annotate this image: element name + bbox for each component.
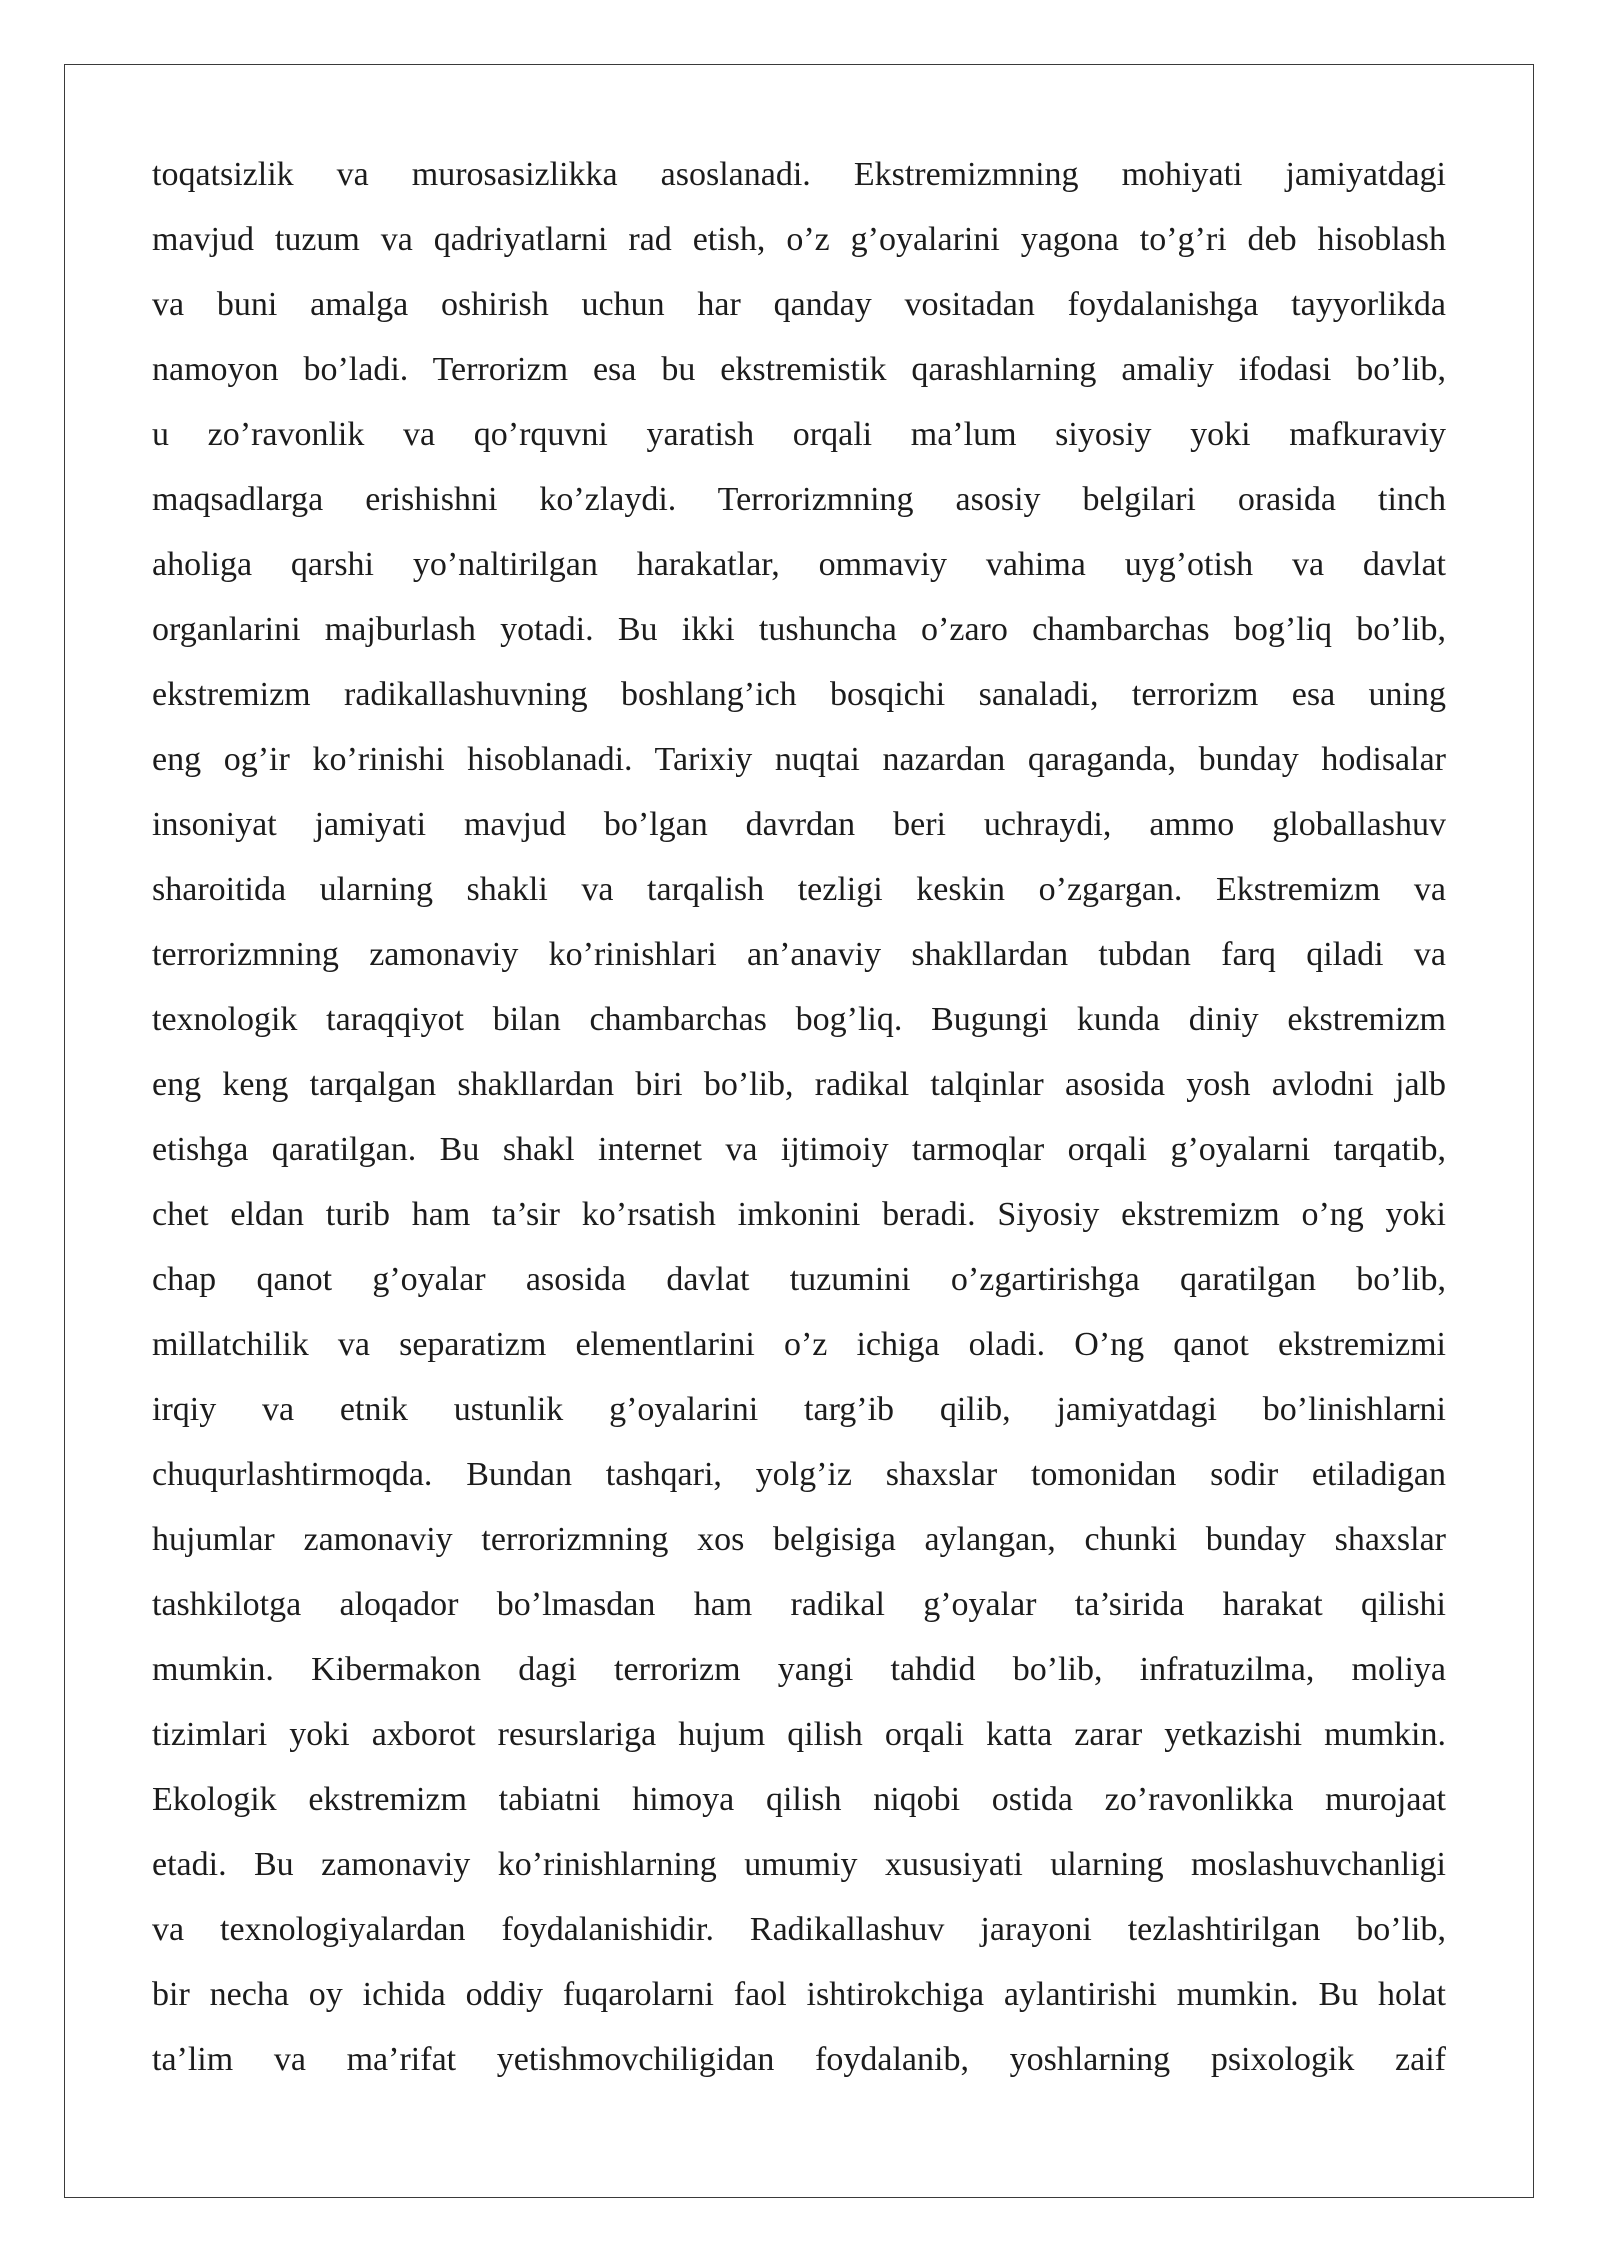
text-line: hujumlar zamonaviy terrorizmning xos belgisiga aylangan, chunki bunday shaxslar [152,1521,1446,1558]
text-line: chuqurlashtirmoqda. Bundan tashqari, yolg’iz shaxslar tomonidan sodir etiladigan [152,1456,1446,1493]
body-paragraph [152,142,1446,2092]
text-line: insoniyat jamiyati mavjud bo’lgan davrdan beri uchraydi, ammo globallashuv [152,806,1446,843]
text-line: eng keng tarqalgan shakllardan biri bo’lib, radikal talqinlar asosida yosh avlodni jalb [152,1066,1446,1103]
text-line: chet eldan turib ham ta’sir ko’rsatish imkonini beradi. Siyosiy ekstremizm o’ng yoki [152,1196,1446,1233]
text-line: toqatsizlik va murosasizlikka asoslanadi. Ekstremizmning mohiyati jamiyatdagi [152,156,1446,193]
text-line: chap qanot g’oyalar asosida davlat tuzumini o’zgartirishga qaratilgan bo’lib, [152,1261,1446,1298]
text-line: organlarini majburlash yotadi. Bu ikki tushuncha o’zaro chambarchas bog’liq bo’lib, [152,611,1446,648]
text-line: namoyon bo’ladi. Terrorizm esa bu ekstremistik qarashlarning amaliy ifodasi bo’lib, [152,351,1446,388]
text-line: etishga qaratilgan. Bu shakl internet va ijtimoiy tarmoqlar orqali g’oyalarni tarqatib, [152,1131,1446,1168]
text-line: bir necha oy ichida oddiy fuqarolarni faol ishtirokchiga aylantirishi mumkin. Bu holat [152,1976,1446,2013]
text-line: ta’lim va ma’rifat yetishmovchiligidan foydalanib, yoshlarning psixologik zaif [152,2041,1446,2078]
text-line: texnologik taraqqiyot bilan chambarchas bog’liq. Bugungi kunda diniy ekstremizm [152,1001,1446,1038]
text-line: aholiga qarshi yo’naltirilgan harakatlar, ommaviy vahima uyg’otish va davlat [152,546,1446,583]
text-line: terrorizmning zamonaviy ko’rinishlari an’anaviy shakllardan tubdan farq qiladi va [152,936,1446,973]
text-line: eng og’ir ko’rinishi hisoblanadi. Tarixiy nuqtai nazardan qaraganda, bunday hodisalar [152,741,1446,778]
text-line: irqiy va etnik ustunlik g’oyalarini targ’ib qilib, jamiyatdagi bo’linishlarni [152,1391,1446,1428]
text-line: va buni amalga oshirish uchun har qanday vositadan foydalanishga tayyorlikda [152,286,1446,323]
text-line: tashkilotga aloqador bo’lmasdan ham radikal g’oyalar ta’sirida harakat qilishi [152,1586,1446,1623]
text-line: maqsadlarga erishishni ko’zlaydi. Terrorizmning asosiy belgilari orasida tinch [152,481,1446,518]
text-line: va texnologiyalardan foydalanishidir. Radikallashuv jarayoni tezlashtirilgan bo’lib, [152,1911,1446,1948]
text-line: sharoitida ularning shakli va tarqalish tezligi keskin o’zgargan. Ekstremizm va [152,871,1446,908]
text-line: tizimlari yoki axborot resurslariga hujum qilish orqali katta zarar yetkazishi mumkin. [152,1716,1446,1753]
text-line: millatchilik va separatizm elementlarini o’z ichiga oladi. O’ng qanot ekstremizmi [152,1326,1446,1363]
text-line: u zo’ravonlik va qo’rquvni yaratish orqali ma’lum siyosiy yoki mafkuraviy [152,416,1446,453]
text-line: etadi. Bu zamonaviy ko’rinishlarning umumiy xususiyati ularning moslashuvchanligi [152,1846,1446,1883]
text-line: Ekologik ekstremizm tabiatni himoya qilish niqobi ostida zo’ravonlikka murojaat [152,1781,1446,1818]
text-line: ekstremizm radikallashuvning boshlang’ich bosqichi sanaladi, terrorizm esa uning [152,676,1446,713]
text-line: mumkin. Kibermakon dagi terrorizm yangi tahdid bo’lib, infratuzilma, moliya [152,1651,1446,1688]
text-line: mavjud tuzum va qadriyatlarni rad etish, o’z g’oyalarini yagona to’g’ri deb hisoblash [152,221,1446,258]
